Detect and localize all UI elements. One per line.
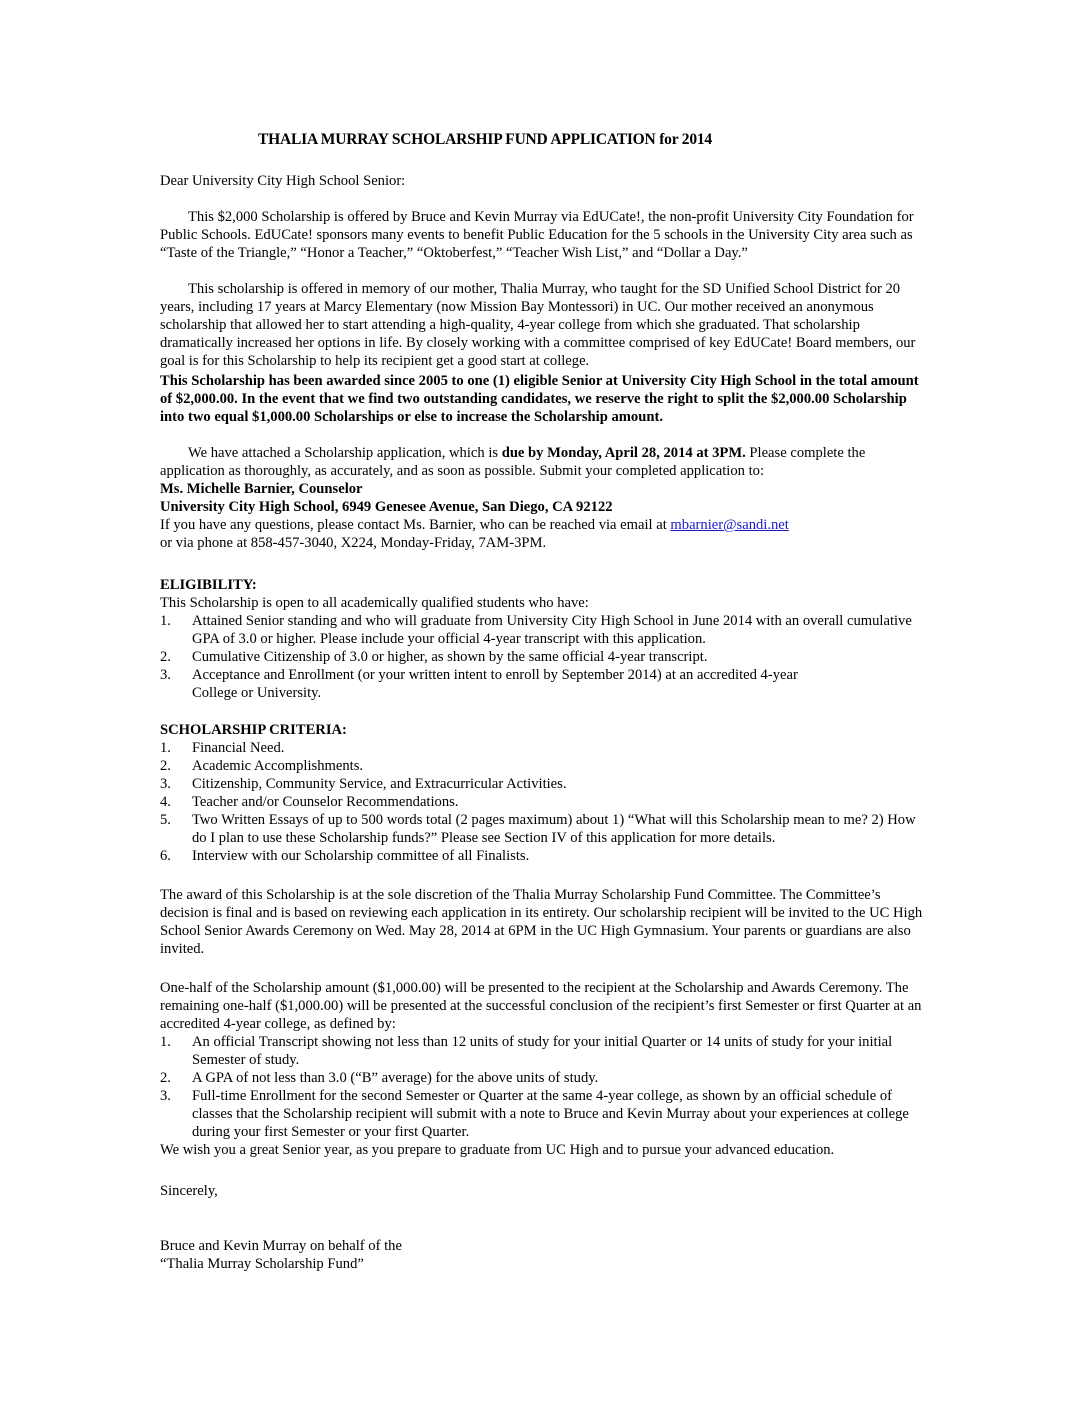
submission-lead: We have attached a Scholarship application, which is [188, 445, 502, 461]
list-item: 1. An official Transcript showing not less than 12 units of study for your initial Quarter or 14 units of study for your initial Semester of study. [160, 1034, 893, 1068]
signature-line-1: Bruce and Kevin Murray on behalf of the [160, 1238, 402, 1254]
signature-line-2: “Thalia Murray Scholarship Fund” [160, 1256, 364, 1272]
list-item: 4. Teacher and/or Counselor Recommendations. [160, 794, 459, 810]
intro-paragraph-1: This $2,000 Scholarship is offered by Bruce and Kevin Murray via EdUCate!, the non-profit University City Foundation for Public Schools. EdUCate! sponsors many events to benefit Public Education for the 5 schools in the University City area such as “Taste of the Triangle,” “Honor a Teacher,” “Oktoberfest,” “Teacher Wish List,” and “Dollar a Day.” [160, 209, 914, 261]
criteria-section [160, 721, 930, 865]
list-item: 2. A GPA of not less than 3.0 (“B” average) for the above units of study. [160, 1070, 599, 1086]
due-date: due by Monday, April 28, 2014 at 3PM. [501, 445, 746, 461]
questions-lead: If you have any questions, please contact Ms. Barnier, who can be reached via email at [160, 517, 671, 533]
payment-intro: One-half of the Scholarship amount ($1,000.00) will be presented to the recipient at the Scholarship and Awards Ceremony. The remaining one-half ($1,000.00) will be presented at the successful conclusion of the recipient’s first Semester or first Quarter at an accredited 4-year college, as defined by: [160, 980, 922, 1032]
award-paragraph: The award of this Scholarship is at the sole discretion of the Thalia Murray Scholarship Fund Committee. The Committee’s decision is final and is based on reviewing each application in its entirety. Our scholarship recipient will be invited to the UC High School Senior Awards Ceremony on Wed. May 28, 2014 at 6PM in the UC High Gymnasium. Your parents or guardians are also invited. [160, 887, 923, 957]
phone-line: or via phone at 858-457-3040, X224, Monday-Friday, 7AM-3PM. [160, 535, 547, 551]
list-item: 2. Academic Accomplishments. [160, 758, 364, 774]
criteria-heading: SCHOLARSHIP CRITERIA: [160, 722, 347, 738]
list-item: 5. Two Written Essays of up to 500 words total (2 pages maximum) about 1) “What will this Scholarship mean to me? 2) How do I plan to use these Scholarship funds?” Please see Section IV of this application for more details. [160, 812, 916, 846]
contact-name: Ms. Michelle Barnier, Counselor [160, 481, 363, 497]
submission-after-due: Please complete the application as thoroughly, as accurately, and as soon as possible. Submit your completed application to: [160, 445, 866, 479]
closing-wish: We wish you a great Senior year, as you prepare to graduate from UC High and to pursue your advanced education. [160, 1142, 835, 1158]
intro-paragraph-2: This scholarship is offered in memory of our mother, Thalia Murray, who taught for the SD Unified School District for 20 years, including 17 years at Marcy Elementary (now Mission Bay Montessori) in UC. Our mother received an anonymous scholarship that allowed her to start attending a high-quality, 4-year college from which she graduated. That scholarship dramatically increased her options in life. By closely working with a committee comprised of key EdUCate! Board members, our goal is for this Scholarship to help its recipient get a good start at college. [160, 281, 916, 369]
email-link[interactable]: mbarnier@sandi.net [670, 517, 789, 533]
eligibility-section [160, 576, 930, 702]
list-item: 6. Interview with our Scholarship committee of all Finalists. [160, 848, 530, 864]
eligibility-intro: This Scholarship is open to all academically qualified students who have: [160, 595, 589, 611]
submission-paragraph [160, 444, 930, 480]
contact-address: University City High School, 6949 Genesee Avenue, San Diego, CA 92122 [160, 499, 613, 515]
questions-line [160, 516, 930, 534]
list-item: 2. Cumulative Citizenship of 3.0 or higher, as shown by the same official 4-year transcript. [160, 649, 708, 665]
intro-bold-paragraph: This Scholarship has been awarded since 2005 to one (1) eligible Senior at University City High School in the total amount of $2,000.00. In the event that we find two outstanding candidates, we reserve the right to split the $2,000.00 Scholarship into two equal $1,000.00 Scholarships or else to increase the Scholarship amount. [160, 373, 919, 425]
document-title: THALIA MURRAY SCHOLARSHIP FUND APPLICATION for 2014 [258, 131, 712, 148]
list-item: 3. Citizenship, Community Service, and Extracurricular Activities. [160, 776, 567, 792]
sincerely: Sincerely, [160, 1183, 218, 1199]
payment-section [160, 979, 930, 1159]
list-item: 3. Full-time Enrollment for the second Semester or Quarter at the same 4-year college, as shown by an official schedule of classes that the Scholarship recipient will submit with a note to Bruce and Kevin Murray about your experiences at college during your first Semester or your first Quarter. [160, 1088, 909, 1140]
salutation: Dear University City High School Senior: [160, 173, 406, 189]
eligibility-heading: ELIGIBILITY: [160, 577, 257, 593]
list-item: 3. Acceptance and Enrollment (or your written intent to enroll by September 2014) at an accredited 4-year College or University. [160, 667, 798, 701]
list-item: 1. Attained Senior standing and who will graduate from University City High School in June 2014 with an overall cumulative GPA of 3.0 or higher. Please include your official 4-year transcript with this application. [160, 613, 912, 647]
submission-section [160, 444, 930, 552]
list-item: 1. Financial Need. [160, 740, 285, 756]
